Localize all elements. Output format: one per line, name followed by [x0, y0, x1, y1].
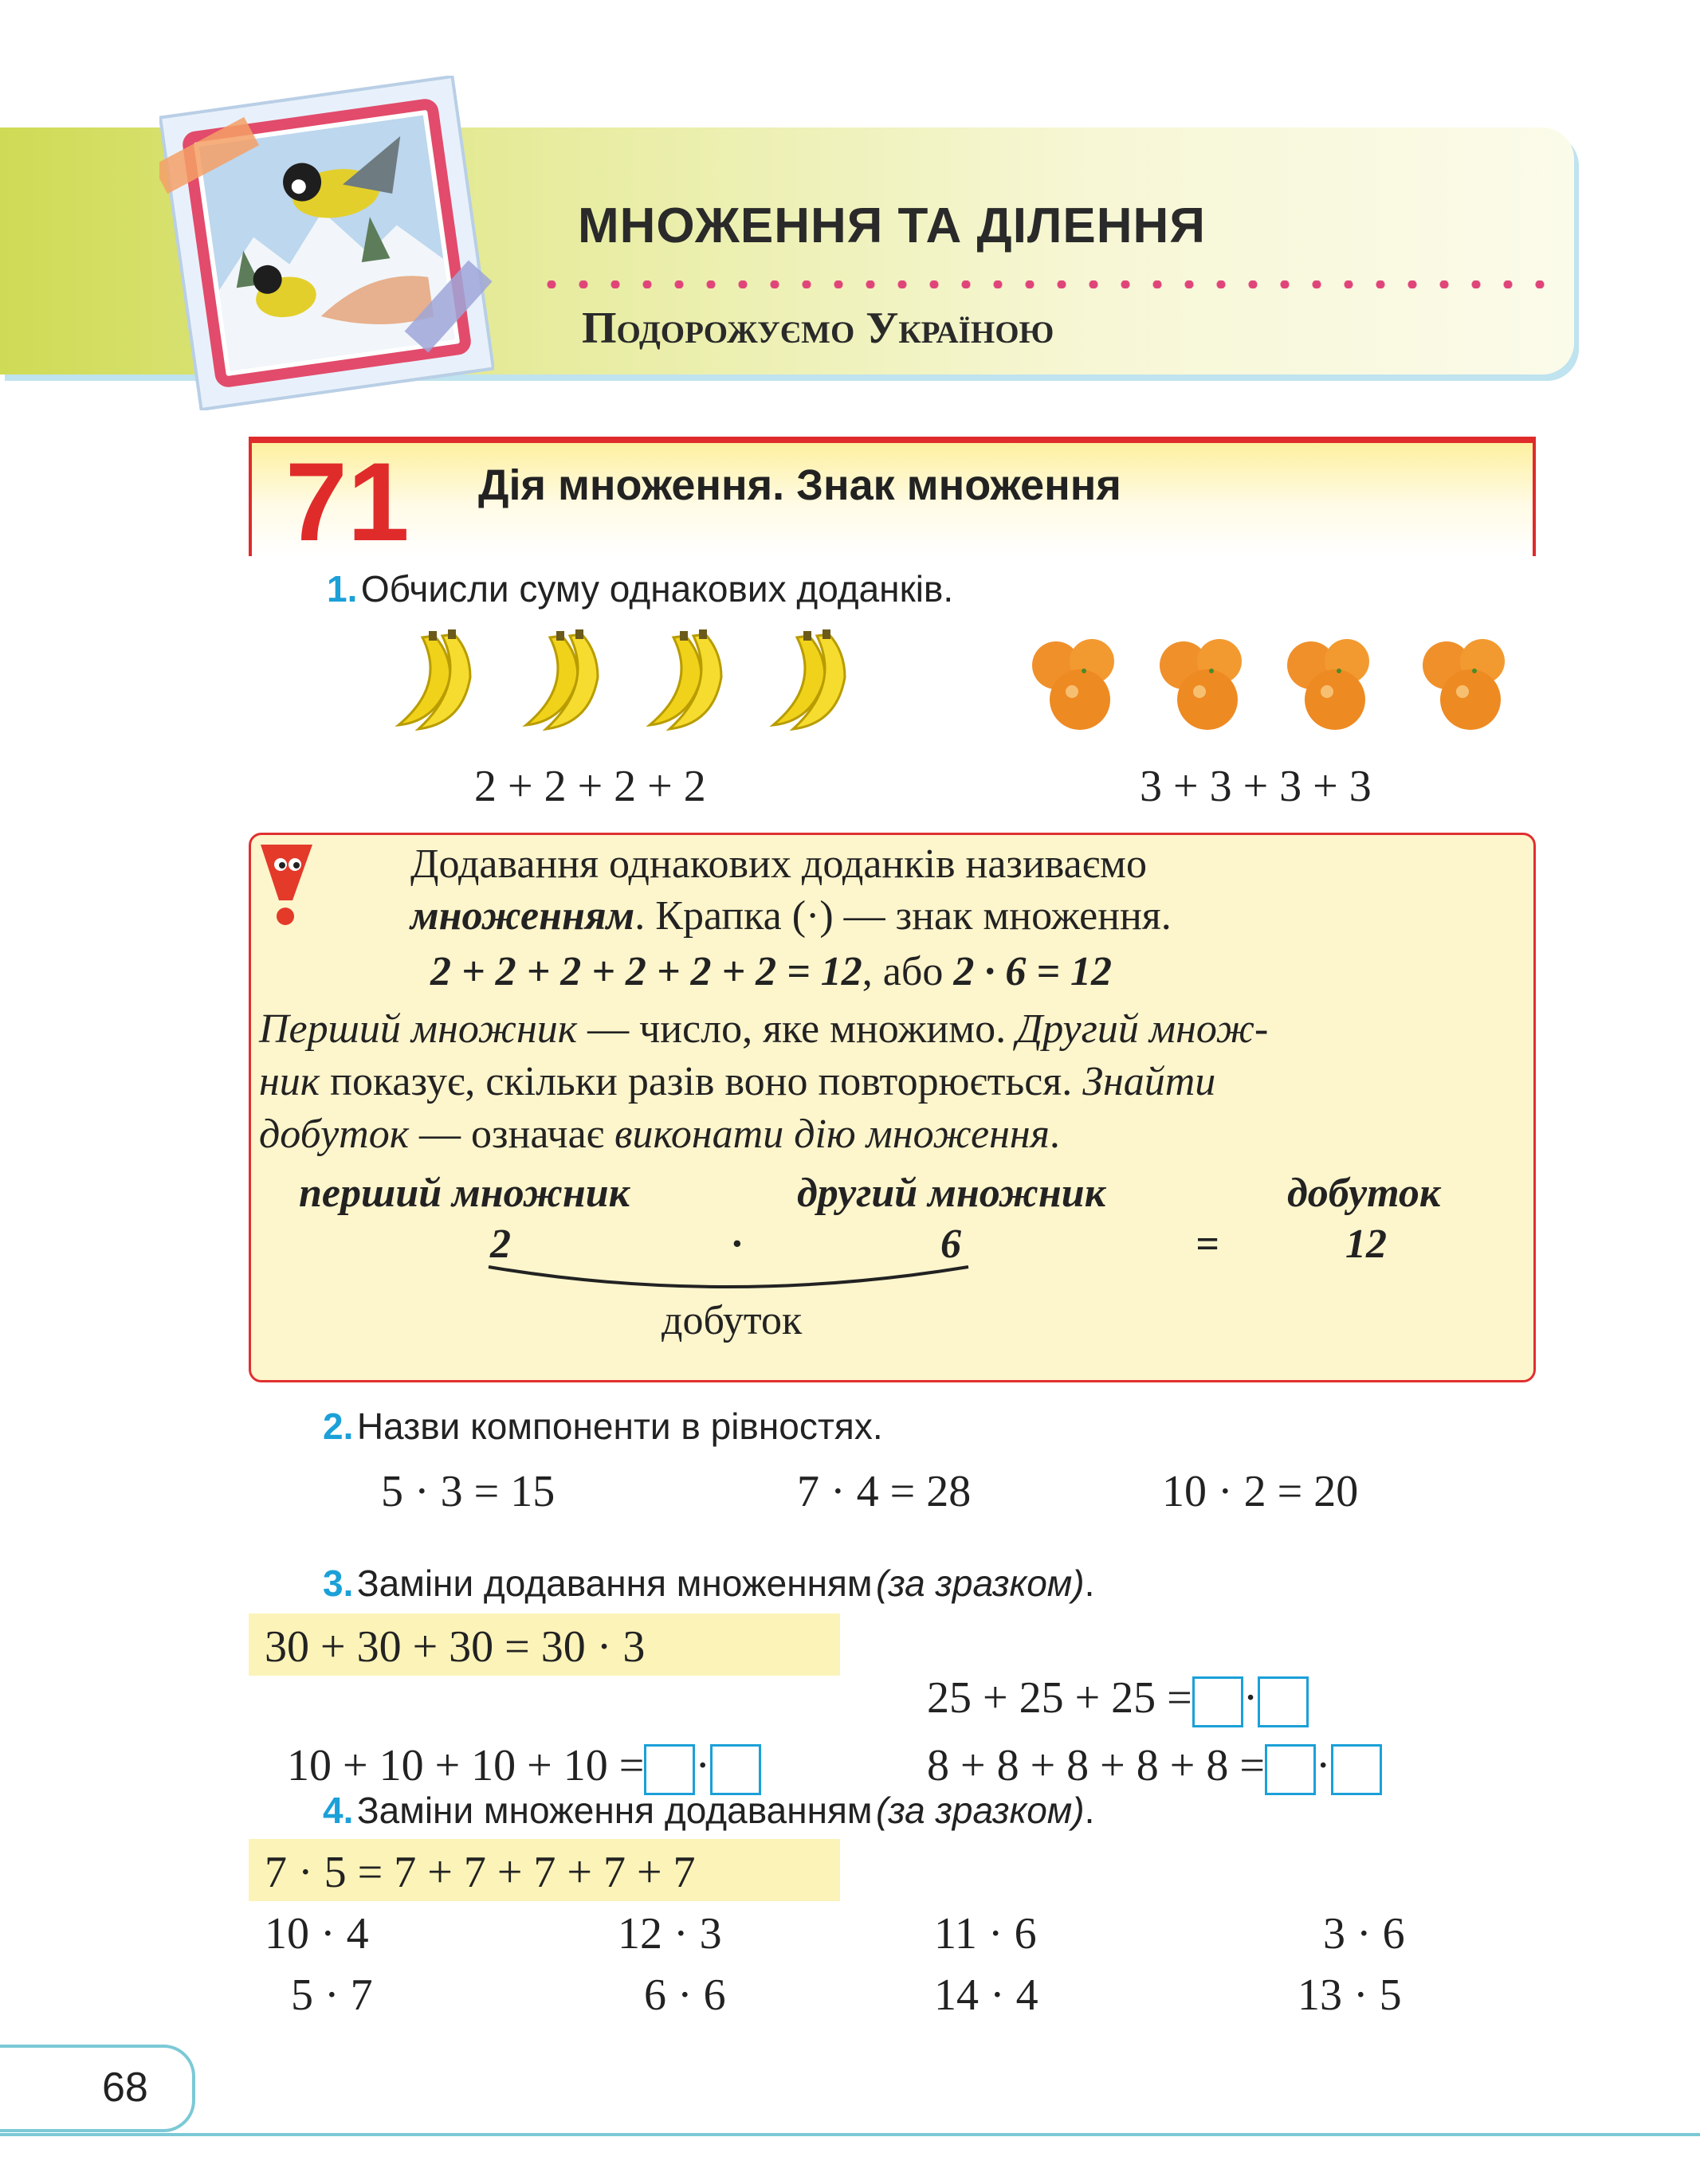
- rule-line-5: [259, 1058, 1215, 1105]
- sample-equation: 30 + 30 + 30 = 30 · 3: [265, 1622, 646, 1672]
- banana-icon: [391, 629, 885, 741]
- rule-line-4: [259, 1006, 1268, 1053]
- dot-sign: ·: [1315, 1741, 1331, 1790]
- task-hint: (за зразком): [876, 1790, 1085, 1831]
- task-number: 3.: [323, 1563, 354, 1604]
- brace-label: добуток: [662, 1298, 803, 1343]
- task-number: 1.: [327, 568, 358, 610]
- task-hint: (за зразком): [876, 1563, 1085, 1604]
- exercise-sum: 8 + 8 + 8 + 8 + 8 =: [927, 1741, 1265, 1790]
- label-second-factor: другий множник: [797, 1170, 1106, 1216]
- dot-sign: ·: [1243, 1673, 1258, 1723]
- term-product: добуток: [259, 1112, 410, 1157]
- task-1-heading: [327, 567, 953, 610]
- task-period: .: [1084, 1563, 1095, 1604]
- value-dot: ·: [732, 1221, 742, 1267]
- value-second-factor: 6: [940, 1221, 961, 1267]
- label-first-factor: перший множник: [299, 1170, 630, 1216]
- exercise-item: 11 · 6: [934, 1909, 1037, 1959]
- rule-line-2: [410, 892, 1172, 939]
- answer-box[interactable]: [644, 1744, 695, 1795]
- term-find: Знайти: [1082, 1059, 1216, 1104]
- task-text: Заміни додавання множенням: [356, 1563, 873, 1604]
- rule-text: — число, яке множимо.: [577, 1006, 1017, 1052]
- exercise-item: 3 · 6: [1323, 1909, 1405, 1959]
- value-first-factor: 2: [490, 1221, 511, 1267]
- footer-line: [0, 2133, 1700, 2136]
- rule-period: .: [1049, 1112, 1060, 1157]
- rule-line-2-rest: . Крапка (·) — знак множення.: [634, 893, 1172, 939]
- task-period: .: [1084, 1790, 1095, 1831]
- task-3-heading: [323, 1562, 1094, 1605]
- task-number: 2.: [323, 1406, 354, 1447]
- task-4-heading: [323, 1789, 1094, 1832]
- lesson-number: 71: [285, 439, 410, 564]
- answer-box[interactable]: [1265, 1744, 1316, 1795]
- term-second-factor-cont: ник: [259, 1059, 320, 1104]
- exercise-sum: 10 + 10 + 10 + 10 =: [287, 1741, 645, 1790]
- exercise-item: 13 · 5: [1298, 1970, 1402, 2020]
- exercise-row: [265, 1689, 761, 1795]
- rule-sum-example: 2 + 2 + 2 + 2 + 2 + 2 = 12: [430, 949, 862, 994]
- exercise-row: [905, 1689, 1382, 1795]
- task-number: 4.: [323, 1790, 354, 1831]
- label-product: добуток: [1287, 1170, 1441, 1216]
- chapter-title: МНОЖЕННЯ ТА ДІЛЕННЯ: [578, 198, 1206, 253]
- exclamation-mascot-icon: [257, 841, 316, 928]
- task-text: Обчисли суму однакових доданків.: [360, 568, 954, 610]
- rule-line-1: Додавання однакових доданків називаємо: [410, 841, 1147, 887]
- rule-or: , або: [862, 949, 954, 994]
- chapter-subtitle: Подорожуємо Україною: [582, 304, 1054, 353]
- value-equals: =: [1195, 1221, 1219, 1267]
- rule-text: — означає: [409, 1112, 614, 1157]
- dot-sign: ·: [695, 1741, 710, 1790]
- exercise-sum: 25 + 25 + 25 =: [927, 1673, 1192, 1723]
- answer-box[interactable]: [1331, 1744, 1382, 1795]
- rule-text: показує, скільки разів воно повторюється.: [320, 1059, 1083, 1104]
- page-number-tab: [0, 2045, 195, 2132]
- equation: 10 · 2 = 20: [1162, 1467, 1359, 1516]
- term-do-multiplication: виконати дію множення: [614, 1112, 1050, 1157]
- exercise-item: 5 · 7: [291, 1970, 373, 2020]
- rule-term: множенням: [410, 893, 635, 939]
- rule-mult-example: 2 · 6 = 12: [953, 949, 1112, 994]
- exercise-item: 6 · 6: [644, 1970, 726, 2020]
- exercise-item: 10 · 4: [265, 1909, 369, 1959]
- rule-line-6: [259, 1111, 1060, 1158]
- banana-sum-expression: 2 + 2 + 2 + 2: [474, 762, 706, 811]
- rule-line-3: [430, 948, 1112, 995]
- equation: 5 · 3 = 15: [381, 1467, 556, 1516]
- task-text: Назви компоненти в рівностях.: [356, 1406, 883, 1447]
- orange-sum-expression: 3 + 3 + 3 + 3: [1140, 762, 1372, 811]
- birds-in-winter-photo-icon: [159, 76, 494, 410]
- sample-equation: 7 · 5 = 7 + 7 + 7 + 7 + 7: [265, 1848, 696, 1897]
- exercise-item: 14 · 4: [934, 1970, 1038, 2020]
- equation: 7 · 4 = 28: [797, 1467, 972, 1516]
- lesson-title: Дія множення. Знак множення: [478, 461, 1121, 509]
- task-text: Заміни множення додаванням: [356, 1790, 873, 1831]
- page-number: 68: [102, 2064, 148, 2111]
- dotted-divider: [536, 280, 1548, 288]
- orange-icon: [1028, 629, 1530, 741]
- exercise-item: 12 · 3: [618, 1909, 722, 1959]
- answer-box[interactable]: [710, 1744, 761, 1795]
- value-product: 12: [1345, 1221, 1387, 1267]
- term-second-factor: Другий множ-: [1016, 1006, 1269, 1052]
- task-2-heading: [323, 1405, 883, 1448]
- term-first-factor: Перший множник: [259, 1006, 578, 1052]
